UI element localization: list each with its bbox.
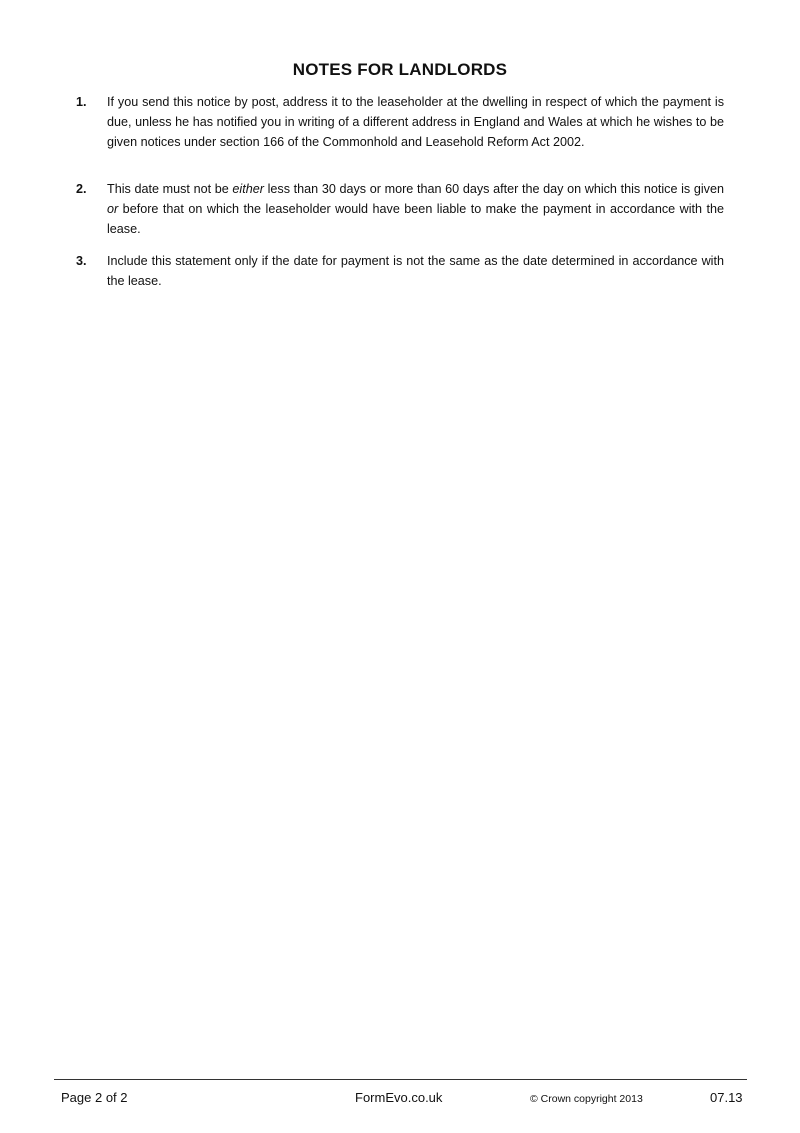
note-text: If you send this notice by post, address it to the leaseholder at the dwelling in respect of which the payment is due, unless he has notified you in writing of a different address in England and Wales at which he wishes to be given notices under section 166 of the Commonhold and Leasehold Reform Act 2002. (107, 95, 724, 149)
note-text-segment: before that on which the leaseholder would have been liable to make the payment in accordance with the lease. (107, 201, 724, 236)
note-item-2 (76, 180, 724, 239)
note-text (107, 180, 724, 239)
note-text-segment: This date must not be (107, 182, 233, 196)
note-emphasis: or (107, 201, 119, 216)
footer-version: 07.13 (710, 1090, 743, 1105)
note-text-segment: less than 30 days or more than 60 days after the day on which this notice is given (263, 182, 724, 196)
page-title: NOTES FOR LANDLORDS (292, 60, 508, 79)
note-item-3 (76, 252, 724, 292)
footer-copyright: © Crown copyright 2013 (530, 1093, 643, 1105)
note-number: 3. (76, 254, 87, 268)
note-number: 2. (76, 182, 87, 196)
footer-divider (54, 1079, 747, 1080)
footer-page-number: Page 2 of 2 (61, 1090, 128, 1105)
note-emphasis: either (232, 182, 264, 196)
note-text: Include this statement only if the date for payment is not the same as the date determined in accordance with the lease. (107, 254, 724, 288)
footer-site-name: FormEvo.co.uk (355, 1090, 443, 1105)
note-number: 1. (76, 95, 87, 109)
note-item-1 (76, 93, 724, 152)
